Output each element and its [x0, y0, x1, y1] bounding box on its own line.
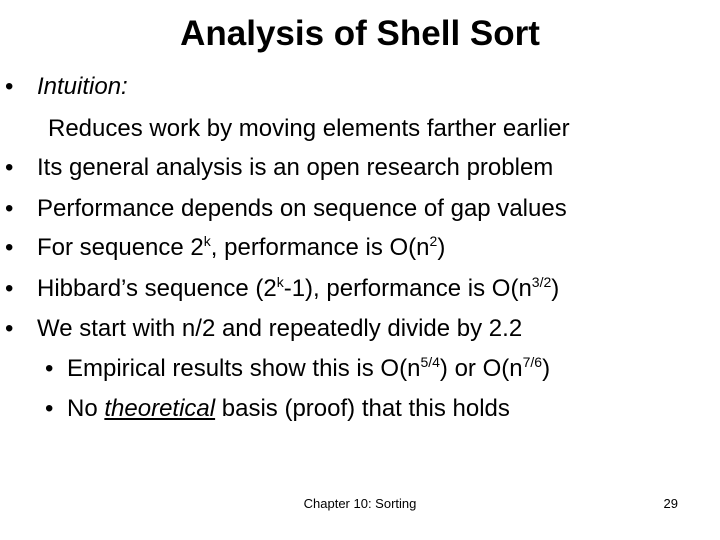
bullet-dot: • [5, 154, 14, 181]
bullet-hibbard [5, 274, 560, 304]
seq2k-sup-k: k [203, 233, 211, 249]
bullet-sequence-2k [5, 233, 446, 263]
hibbard-text [37, 274, 559, 304]
bullet-dot: • [5, 195, 14, 222]
empirical-part-c: ) [542, 355, 551, 382]
empirical-sup-7-6: 7/6 [522, 354, 543, 370]
hibbard-sup-k: k [276, 274, 284, 290]
hibbard-part-a: Hibbard’s sequence (2 [37, 275, 277, 302]
bullet-general-analysis [5, 153, 554, 183]
bullet-dot: • [5, 275, 14, 302]
subbullet-dot: • [45, 395, 54, 422]
theoretical-word: theoretical [104, 395, 216, 422]
basis-rest: basis (proof) that this holds [221, 395, 510, 422]
general-analysis-text: Its general analysis is an open research problem [37, 154, 554, 181]
bullet-intuition [5, 72, 128, 102]
seq2k-part-c: ) [437, 234, 446, 261]
hibbard-part-c: ) [551, 275, 560, 302]
footer-chapter: Chapter 10: Sorting [303, 496, 417, 511]
no-word: No [67, 395, 98, 422]
seq2k-part-a: For sequence 2 [37, 234, 204, 261]
empirical-text [67, 354, 550, 384]
performance-depends-text: Performance depends on sequence of gap values [37, 195, 567, 222]
no-theoretical-text [67, 394, 510, 424]
subbullet-no-theoretical [45, 394, 510, 424]
empirical-part-b: ) or O(n [439, 355, 523, 382]
slide-title: Analysis of Shell Sort [180, 14, 540, 53]
bullet-dot: • [5, 73, 14, 100]
intuition-label: Intuition: [37, 73, 128, 100]
bullet-dot: • [5, 234, 14, 261]
intuition-text: Reduces work by moving elements farther earlier [48, 115, 570, 142]
empirical-part-a: Empirical results show this is O(n [67, 355, 421, 382]
bullet-performance-depends [5, 194, 567, 224]
bullet-dot: • [5, 315, 14, 342]
empirical-sup-5-4: 5/4 [420, 354, 440, 370]
seq2k-sup-2: 2 [429, 233, 438, 249]
footer-page-number: 29 [663, 496, 678, 511]
hibbard-part-b: -1), performance is O(n [283, 275, 532, 302]
bullet-start-n2 [5, 314, 523, 344]
start-n2-text: We start with n/2 and repeatedly divide by 2.2 [37, 315, 523, 342]
subbullet-dot: • [45, 355, 54, 382]
seq2k-part-b: , performance is O(n [210, 234, 430, 261]
subbullet-empirical [45, 354, 551, 384]
sequence-2k-text [37, 233, 445, 263]
hibbard-sup-3-2: 3/2 [531, 274, 552, 290]
